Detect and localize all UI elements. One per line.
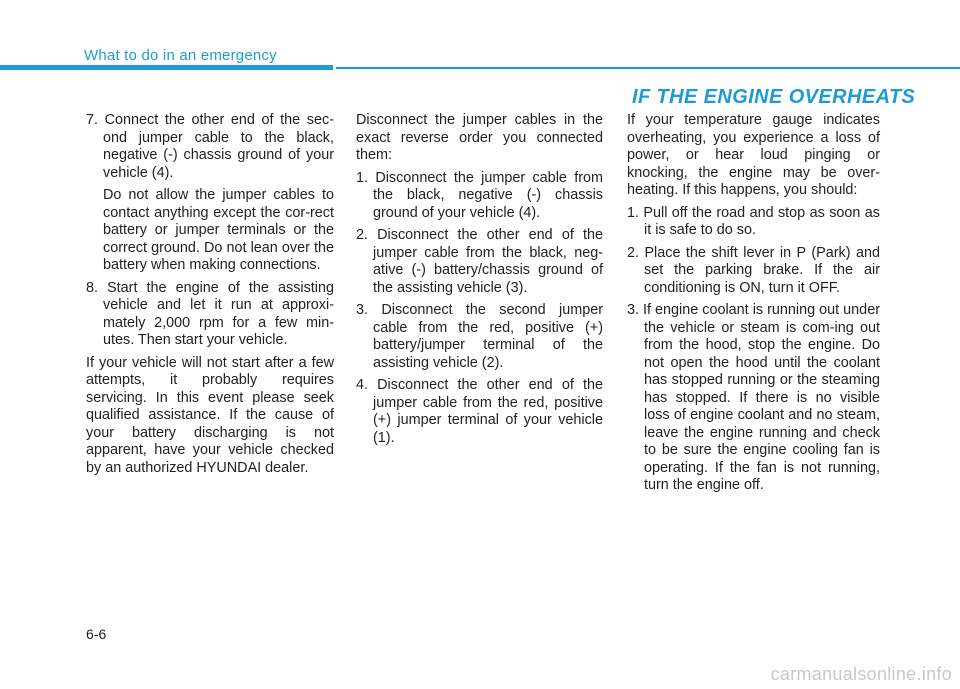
paragraph-dealer: If your vehicle will not start after a few attempts, it probably requires servicing. In this event please seek qualified assistance. If the cause of your battery discharging is not apparent, have your vehicle checked by an authorized HYUNDAI dealer. bbox=[86, 354, 334, 476]
overheat-intro: If your temperature gauge indicates overheating, you experience a loss of power, or hear loud pinging or knocking, the engine may be over-heating. If this happens, you should: bbox=[627, 112, 880, 198]
step-8: 8. Start the engine of the assisting vehicle and let it run at approxi-mately 2,000 rpm for a few min-utes. Then start your vehicle. bbox=[86, 279, 334, 348]
watermark: carmanualsonline.info bbox=[770, 664, 952, 684]
section-heading: IF THE ENGINE OVERHEATS bbox=[632, 86, 916, 108]
page-number: 6-6 bbox=[86, 626, 107, 642]
overheat-step: 1. Pull off the road and stop as soon as it is safe to do so. bbox=[627, 204, 880, 238]
header-rule-thick bbox=[0, 65, 333, 70]
disconnect-step: 1. Disconnect the jumper cable from the black, negative (-) chassis ground of your vehicle (4). bbox=[356, 169, 603, 221]
step-7-note: Do not allow the jumper cables to contact anything except the cor-rect battery or jumper terminals or the correct ground. Do not lean over the battery when making connections. bbox=[103, 187, 334, 273]
overheat-step: 2. Place the shift lever in P (Park) and set the parking brake. If the air conditioning is ON, turn it OFF. bbox=[627, 244, 880, 296]
column-3 bbox=[627, 112, 880, 500]
section-label: What to do in an emergency bbox=[84, 47, 277, 64]
disconnect-intro: Disconnect the jumper cables in the exact reverse order you connected them: bbox=[356, 112, 603, 163]
step-7: 7. Connect the other end of the sec-ond jumper cable to the black, negative (-) chassis ground of your vehicle (4). bbox=[86, 112, 334, 181]
disconnect-step: 3. Disconnect the second jumper cable from the red, positive (+) battery/jumper terminal of the assisting vehicle (2). bbox=[356, 302, 603, 371]
disconnect-step: 4. Disconnect the other end of the jumper cable from the red, positive (+) jumper terminal of your vehicle (1). bbox=[356, 377, 603, 446]
disconnect-step: 2. Disconnect the other end of the jumper cable from the black, neg-ative (-) battery/chassis ground of the assisting vehicle (3). bbox=[356, 227, 603, 296]
overheat-step: 3. If engine coolant is running out under the vehicle or steam is com-ing out from the hood, stop the engine. Do not open the hood until the coolant has stopped running or the steaming has stopped. If there is no visible loss of engine coolant and no steam, leave the engine running and check to be sure the engine cooling fan is operating. If the fan is not running, turn the engine off. bbox=[627, 302, 880, 493]
column-1 bbox=[86, 112, 334, 482]
column-2 bbox=[356, 112, 603, 452]
header-rule-thin bbox=[336, 67, 960, 69]
